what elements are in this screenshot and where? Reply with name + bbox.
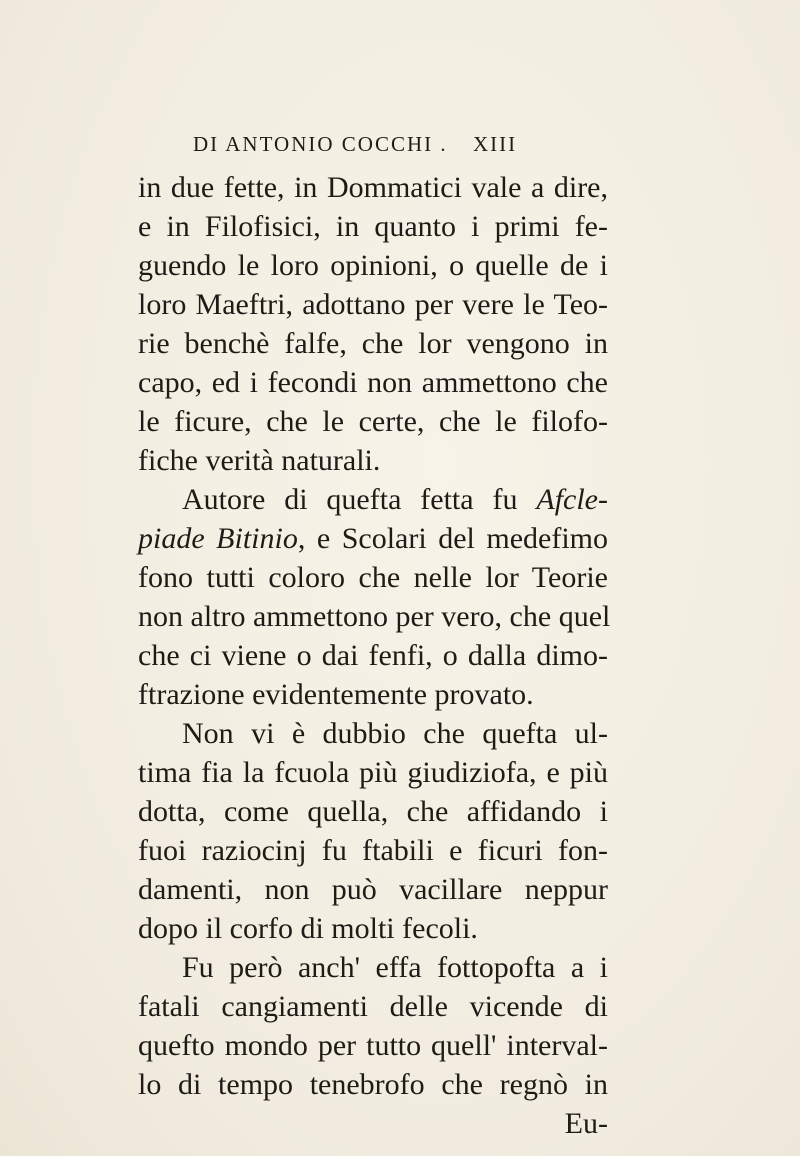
text-line: fatali cangiamenti delle vicende di bbox=[138, 990, 608, 1023]
text-line: Non vi è dubbio che quefta ul- bbox=[182, 717, 608, 750]
italic-name: piade Bitinio bbox=[138, 522, 298, 555]
text-line: Fu però anch' effa fottopofta a i bbox=[182, 951, 608, 984]
text-line: loro Maeftri, adottano per vere le Teo- bbox=[138, 288, 608, 321]
text-line: quefto mondo per tutto quell' interval- bbox=[138, 1029, 608, 1062]
line-text: , e Scolari del medefimo bbox=[297, 522, 608, 555]
text-line: guendo le loro opinioni, o quelle de i bbox=[138, 249, 608, 282]
text-line: e in Filofisici, in quanto i primi fe- bbox=[138, 210, 608, 243]
italic-name: Afcle- bbox=[536, 483, 608, 516]
text-line: fono tutti coloro che nelle lor Teorie bbox=[138, 561, 608, 594]
text-line: le ficure, che le certe, che le filofo- bbox=[138, 405, 608, 438]
text-line: fiche verità naturali. bbox=[138, 444, 381, 477]
text-line: damenti, non può vacillare neppur bbox=[138, 873, 608, 906]
text-line: che ci viene o dai fenfi, o dalla dimo- bbox=[138, 639, 608, 672]
running-title: DI ANTONIO COCCHI . bbox=[193, 132, 448, 156]
line-text: Autore di quefta fetta fu bbox=[182, 483, 537, 516]
text-line: capo, ed i fecondi non ammettono che bbox=[138, 366, 608, 399]
text-line: ftrazione evidentemente provato. bbox=[138, 678, 534, 711]
text-line: dotta, come quella, che affidando i bbox=[138, 795, 608, 828]
page-number: XIII bbox=[473, 132, 518, 156]
catchword: Eu- bbox=[564, 1107, 608, 1140]
text-line: non altro ammettono per vero, che quel bbox=[138, 600, 611, 633]
text-line bbox=[138, 519, 608, 558]
text-line: in due fette, in Dommatici vale a dire, bbox=[138, 171, 608, 204]
text-line: lo di tempo tenebrofo che regnò in bbox=[138, 1068, 608, 1101]
text-line bbox=[138, 480, 608, 519]
text-line: fuoi raziocinj fu ftabili e ficuri fon- bbox=[138, 834, 608, 867]
text-line: tima fia la fcuola più giudiziofa, e più bbox=[138, 756, 608, 789]
body-text bbox=[138, 168, 611, 1143]
text-line: rie benchè falfe, che lor vengono in bbox=[138, 327, 608, 360]
text-line: dopo il corfo di molti fecoli. bbox=[138, 912, 478, 945]
running-head bbox=[193, 132, 713, 162]
